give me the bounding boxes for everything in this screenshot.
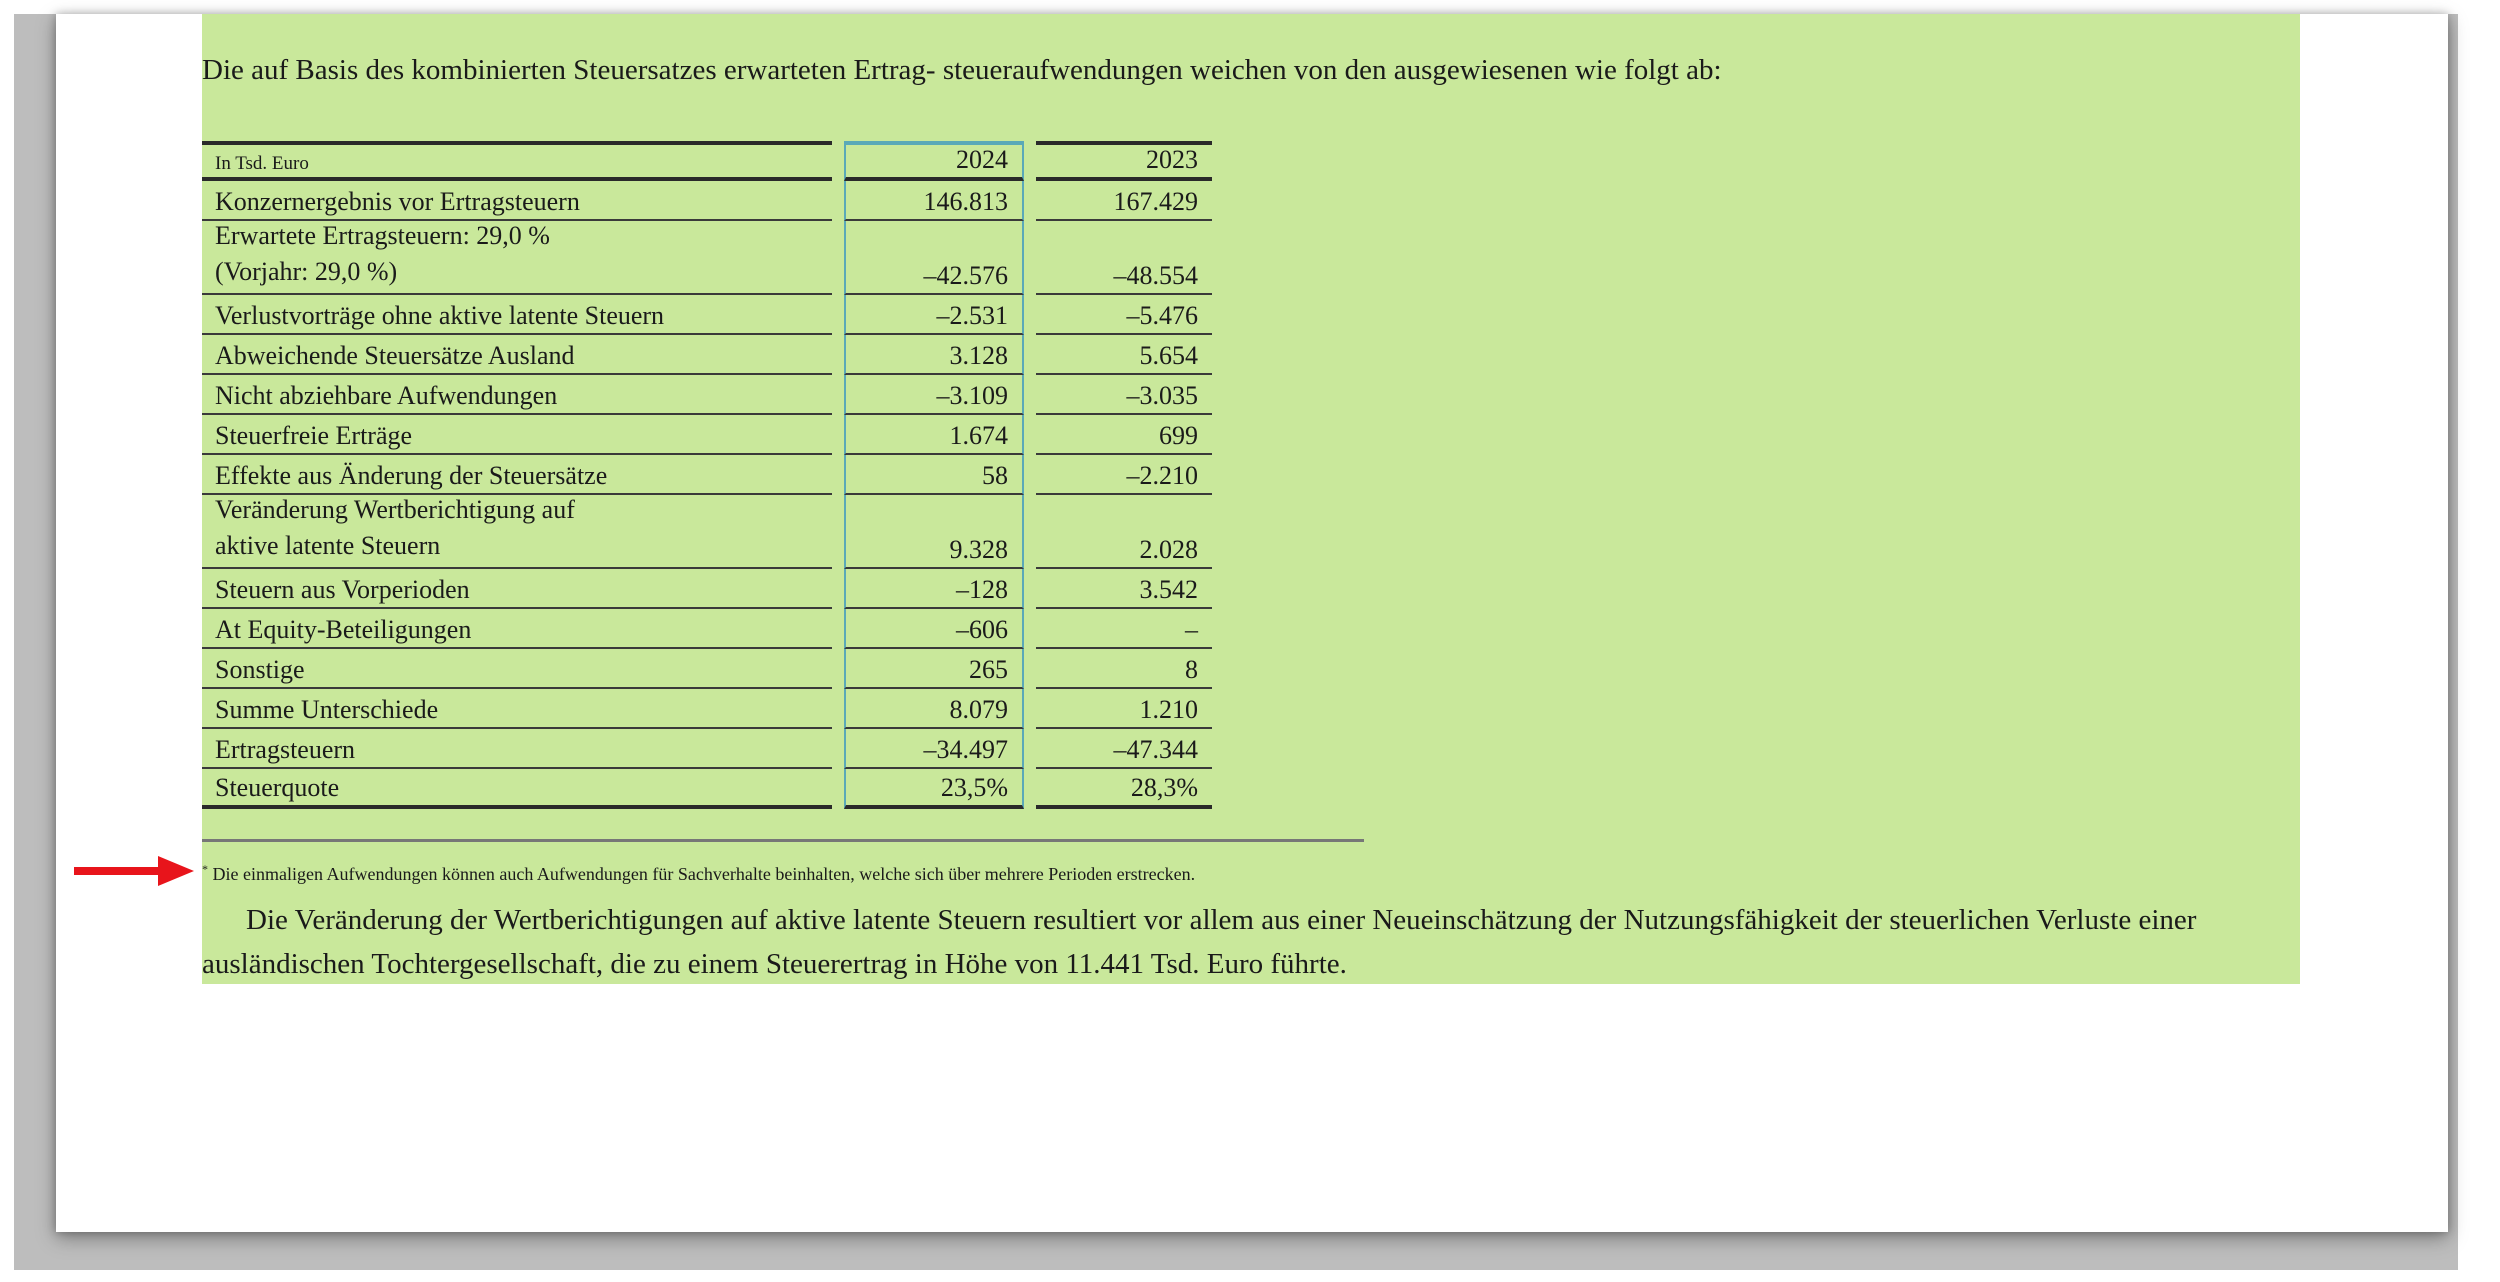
header-2024: 2024 — [844, 141, 1024, 181]
table-row — [202, 569, 1212, 609]
value-2023: –47.344 — [1113, 735, 1198, 764]
value-2023: –3.035 — [1126, 381, 1198, 410]
value-2024: –34.497 — [923, 735, 1008, 764]
body-paragraph: Die Veränderung der Wertberichtigungen auf aktive latente Steuern resultiert vor allem aus einer Neueinschätzung der Nutzungsfähigkeit der steuerlichen Verluste einer ausländischen Tochtergesellschaft, die zu einem Steuerertrag in Höhe von 11.441 Tsd. Euro führte. — [202, 904, 2197, 980]
document-page — [56, 14, 2448, 1232]
value-2023: 3.542 — [1139, 575, 1198, 604]
value-2023: 8 — [1185, 655, 1198, 684]
value-2023: – — [1185, 615, 1198, 644]
footnote-divider — [202, 839, 1364, 842]
value-2024: 9.328 — [949, 535, 1008, 564]
table-row — [202, 649, 1212, 689]
value-2024: 3.128 — [949, 341, 1008, 370]
value-2023: 2.028 — [1139, 535, 1198, 564]
footnote — [202, 862, 1195, 885]
table-row — [202, 689, 1212, 729]
row-label: Steuern aus Vorperioden — [215, 575, 470, 604]
value-2024: –2.531 — [936, 301, 1008, 330]
intro-text: Die auf Basis des kombinierten Steuersatzes erwarteten Ertrag- steueraufwendungen weichen von den ausgewiesenen wie folgt ab: — [202, 54, 1722, 86]
header-unit-label: In Tsd. Euro — [202, 141, 832, 181]
value-2024: 58 — [982, 461, 1008, 490]
row-label: Ertragsteuern — [215, 735, 356, 764]
value-2024: –3.109 — [936, 381, 1008, 410]
value-2024: 1.674 — [949, 421, 1008, 450]
table-row — [202, 181, 1212, 221]
table-header-row — [202, 141, 1212, 181]
table-row — [202, 729, 1212, 769]
header-2023: 2023 — [1036, 141, 1212, 181]
row-label: Effekte aus Änderung der Steuersätze — [215, 461, 608, 490]
table-row — [202, 375, 1212, 415]
value-2023: –5.476 — [1126, 301, 1198, 330]
value-2023: 28,3% — [1130, 773, 1198, 802]
table-row — [202, 495, 1212, 569]
row-label: Verlustvorträge ohne aktive latente Steuern — [215, 301, 665, 330]
row-label: Nicht abziehbare Aufwendungen — [215, 381, 558, 410]
value-2024: 146.813 — [923, 187, 1008, 216]
value-2024: 8.079 — [949, 695, 1008, 724]
value-2024: 265 — [969, 655, 1008, 684]
value-2024: –128 — [956, 575, 1008, 604]
row-label: Veränderung Wertberichtigung auf aktive latente Steuern — [215, 495, 575, 560]
table-row — [202, 221, 1212, 295]
value-2024: 23,5% — [940, 773, 1008, 802]
row-label: At Equity-Beteiligungen — [215, 615, 472, 644]
value-2023: 5.654 — [1139, 341, 1198, 370]
red-arrow-icon — [74, 856, 194, 886]
row-label: Sonstige — [215, 655, 305, 684]
row-label: Steuerquote — [215, 773, 340, 802]
tax-reconciliation-table — [202, 141, 1212, 809]
table-row — [202, 455, 1212, 495]
table-row — [202, 415, 1212, 455]
value-2023: 167.429 — [1113, 187, 1198, 216]
table-row — [202, 769, 1212, 809]
row-label: Summe Unterschiede — [215, 695, 439, 724]
row-label: Abweichende Steuersätze Ausland — [215, 341, 575, 370]
footnote-marker: * — [202, 862, 208, 876]
value-2023: –2.210 — [1126, 461, 1198, 490]
highlighted-section — [202, 14, 2300, 984]
table-row — [202, 295, 1212, 335]
value-2023: 699 — [1159, 421, 1198, 450]
row-label: Konzernergebnis vor Ertragsteuern — [215, 187, 580, 216]
row-label: Erwartete Ertragsteuern: 29,0 % (Vorjahr: 29,0 %) — [215, 221, 550, 286]
value-2023: –48.554 — [1113, 261, 1198, 290]
table-row — [202, 335, 1212, 375]
value-2023: 1.210 — [1139, 695, 1198, 724]
table-row — [202, 609, 1212, 649]
value-2024: –606 — [956, 615, 1008, 644]
row-label: Steuerfreie Erträge — [215, 421, 413, 450]
footnote-text: Die einmaligen Aufwendungen können auch Aufwendungen für Sachverhalte beinhalten, welche sich über mehrere Perioden erstrecken. — [212, 864, 1196, 884]
value-2024: –42.576 — [923, 261, 1008, 290]
